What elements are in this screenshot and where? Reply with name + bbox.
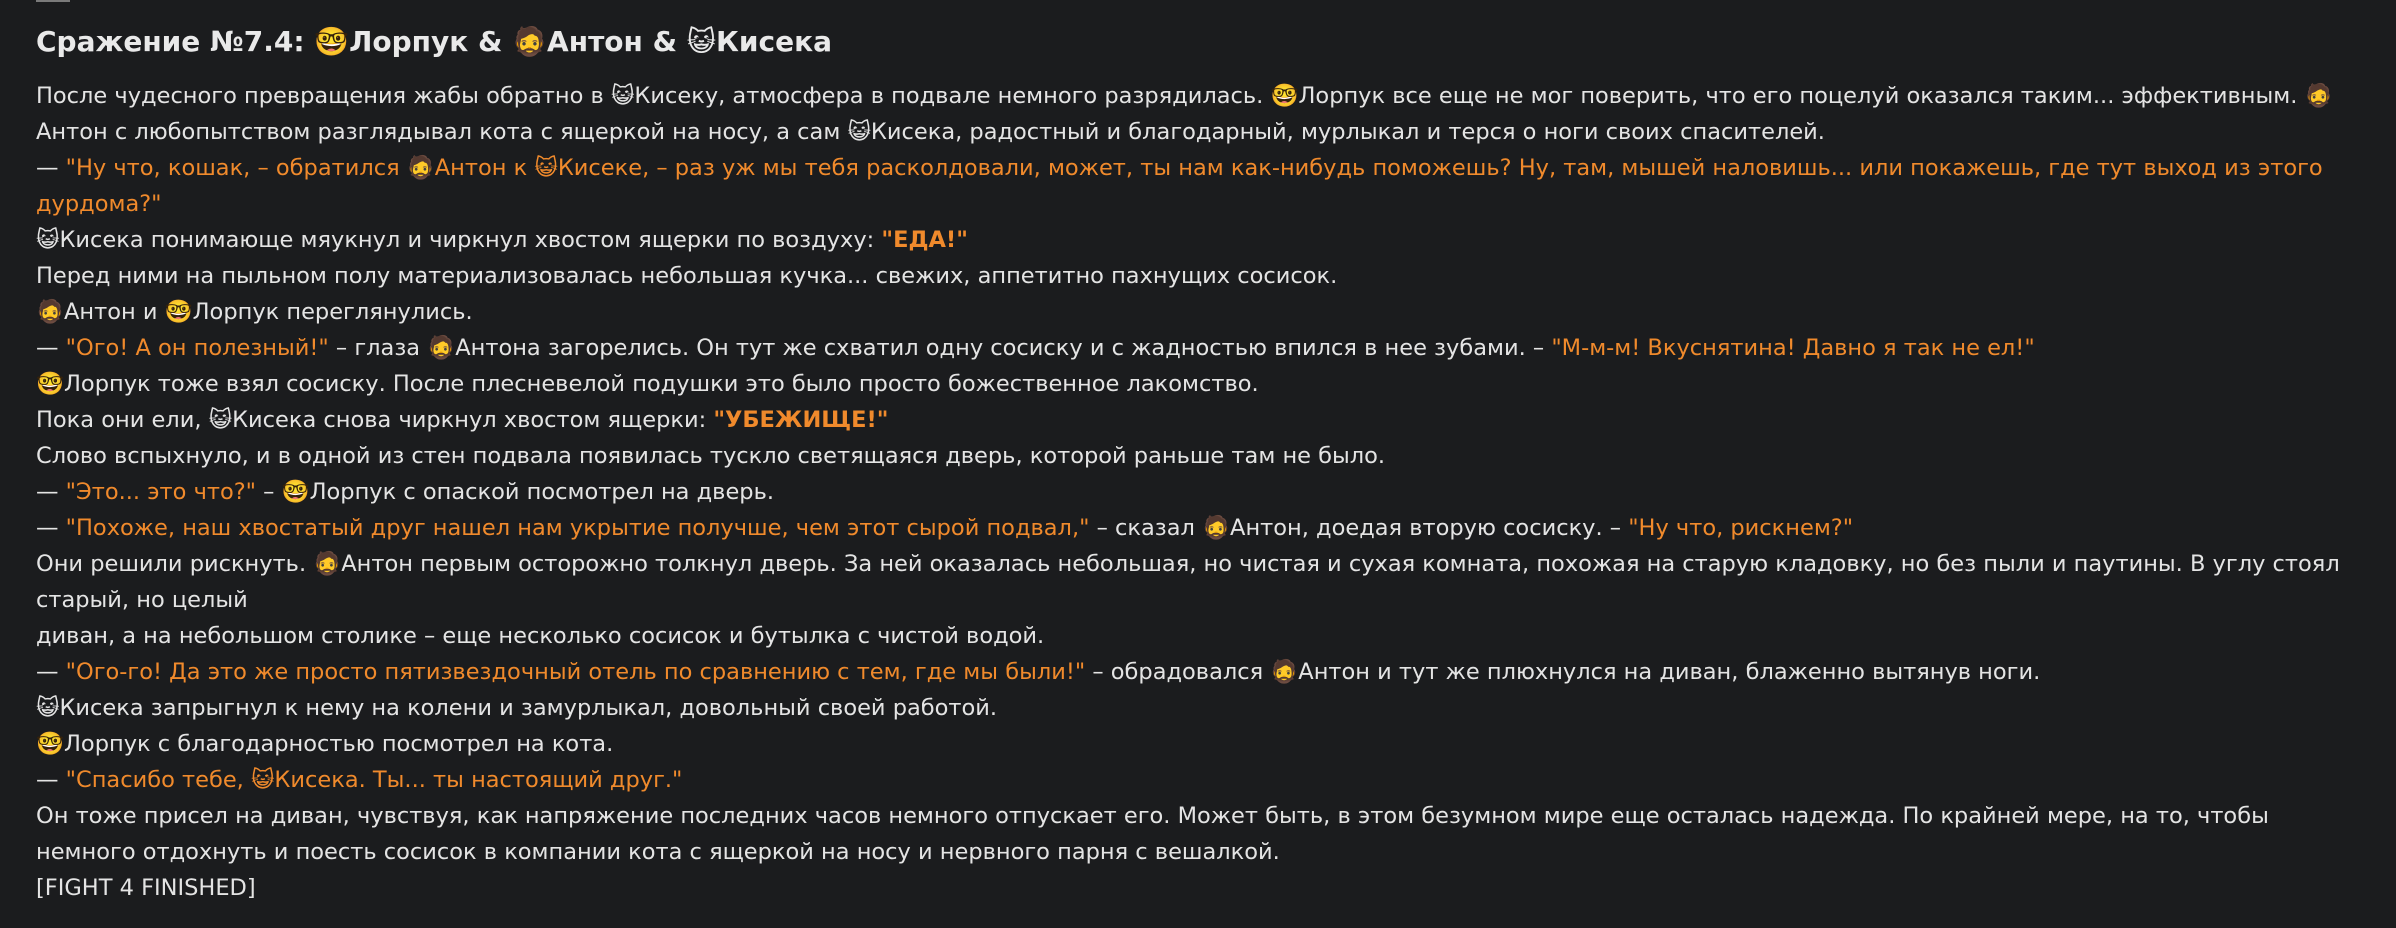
narration-text: 🤓Лорпук тоже взял сосиску. После плесневелой подушки это было просто божественное лакомство. [36, 371, 1259, 397]
message-content [36, 20, 2366, 906]
narration-text: – 🤓Лорпук с опаской посмотрел на дверь. [256, 479, 774, 505]
narration-text: – обрадовался 🧔Антон и тут же плюхнулся на диван, блаженно вытянув ноги. [1085, 659, 2041, 685]
narration-text: — [36, 155, 66, 181]
story-paragraph [36, 798, 2366, 870]
narration-text: — [36, 515, 66, 541]
story-paragraph [36, 510, 2366, 546]
narration-text: Он тоже присел на диван, чувствуя, как напряжение последних часов немного отпускает его. Может быть, в этом безумном мире еще осталась надежда. По крайней мере, на то, чтобы немного отдохнуть и поесть сосисок в компании кота с ящеркой на носу и нервного парня с вешалкой. [36, 803, 2269, 865]
story-paragraph [36, 726, 2366, 762]
narration-text: Слово вспыхнуло, и в одной из стен подвала появилась тускло светящаяся дверь, которой раньше там не было. [36, 443, 1386, 469]
narration-text: 🧔Антон и 🤓Лорпук переглянулись. [36, 299, 473, 325]
dialogue-quote: "Ну что, рискнем?" [1628, 515, 1854, 541]
story-paragraph [36, 366, 2366, 402]
narration-text: Пока они ели, 😺Кисека снова чиркнул хвостом ящерки: [36, 407, 714, 433]
dialogue-quote: "Ого-го! Да это же просто пятизвездочный отель по сравнению с тем, где мы были!" [65, 659, 1086, 685]
story-paragraph [36, 402, 2366, 438]
narration-text: [FIGHT 4 FINISHED] [36, 875, 256, 901]
narration-text: — [36, 479, 66, 505]
story-paragraph [36, 870, 2366, 906]
story-text [36, 78, 2366, 906]
story-paragraph [36, 78, 2366, 150]
story-paragraph [36, 330, 2366, 366]
story-paragraph [36, 258, 2366, 294]
narration-text: 😺Кисека запрыгнул к нему на колени и замурлыкал, довольный своей работой. [36, 695, 998, 721]
dialogue-quote: "Похоже, наш хвостатый друг нашел нам укрытие получше, чем этот сырой подвал," [65, 515, 1090, 541]
dialogue-quote: "Ну что, кошак, – обратился 🧔Антон к 😺Кисеке, – раз уж мы тебя расколдовали, может, ты нам как-нибудь поможешь? Ну, там, мышей наловишь... или покажешь, где тут выход из этого дурдома?" [36, 155, 2323, 217]
story-paragraph [36, 222, 2366, 258]
story-paragraph [36, 654, 2366, 690]
narration-text: диван, а на небольшом столике – еще несколько сосисок и бутылка с чистой водой. [36, 623, 1045, 649]
narration-text: Они решили рискнуть. 🧔Антон первым осторожно толкнул дверь. За ней оказалась небольшая, но чистая и сухая комната, похожая на старую кладовку, но без пыли и паутины. В углу стоял старый, но целый [36, 551, 2340, 613]
story-paragraph [36, 294, 2366, 330]
story-paragraph [36, 618, 2366, 654]
narration-text: — [36, 335, 66, 361]
story-paragraph [36, 474, 2366, 510]
narration-text: 😺Кисека понимающе мяукнул и чиркнул хвостом ящерки по воздуху: [36, 227, 882, 253]
narration-text: — [36, 659, 66, 685]
dialogue-quote: "Ого! А он полезный!" [65, 335, 329, 361]
story-paragraph [36, 690, 2366, 726]
narration-text: – сказал 🧔Антон, доедая вторую сосиску. – [1089, 515, 1629, 541]
story-paragraph [36, 150, 2366, 222]
narration-text: – глаза 🧔Антона загорелись. Он тут же схватил одну сосиску и с жадностью впился в нее зубами. – [328, 335, 1552, 361]
story-paragraph [36, 546, 2366, 618]
top-divider [36, 0, 70, 2]
dialogue-quote: "М-м-м! Вкуснятина! Давно я так не ел!" [1551, 335, 2035, 361]
dialogue-quote: "ЕДА!" [881, 227, 968, 253]
narration-text: 🤓Лорпук с благодарностью посмотрел на кота. [36, 731, 614, 757]
narration-text: Перед ними на пыльном полу материализовалась небольшая кучка... свежих, аппетитно пахнущих сосисок. [36, 263, 1338, 289]
dialogue-quote: "УБЕЖИЩЕ!" [713, 407, 889, 433]
narration-text: — [36, 767, 66, 793]
story-paragraph [36, 438, 2366, 474]
dialogue-quote: "Спасибо тебе, 😺Кисека. Ты... ты настоящий друг." [65, 767, 683, 793]
page-title: Сражение №7.4: 🤓Лорпук & 🧔Антон & 😺Кисека [36, 25, 832, 58]
dialogue-quote: "Это... это что?" [65, 479, 257, 505]
story-paragraph [36, 762, 2366, 798]
narration-text: После чудесного превращения жабы обратно в 😺Кисеку, атмосфера в подвале немного разрядилась. 🤓Лорпук все еще не мог поверить, что его поцелуй оказался таким... эффективным. 🧔Антон с любопытством разглядывал кота с ящеркой на носу, а сам 😺Кисека, радостный и благодарный, мурлыкал и терся о ноги своих спасителей. [36, 83, 2333, 145]
